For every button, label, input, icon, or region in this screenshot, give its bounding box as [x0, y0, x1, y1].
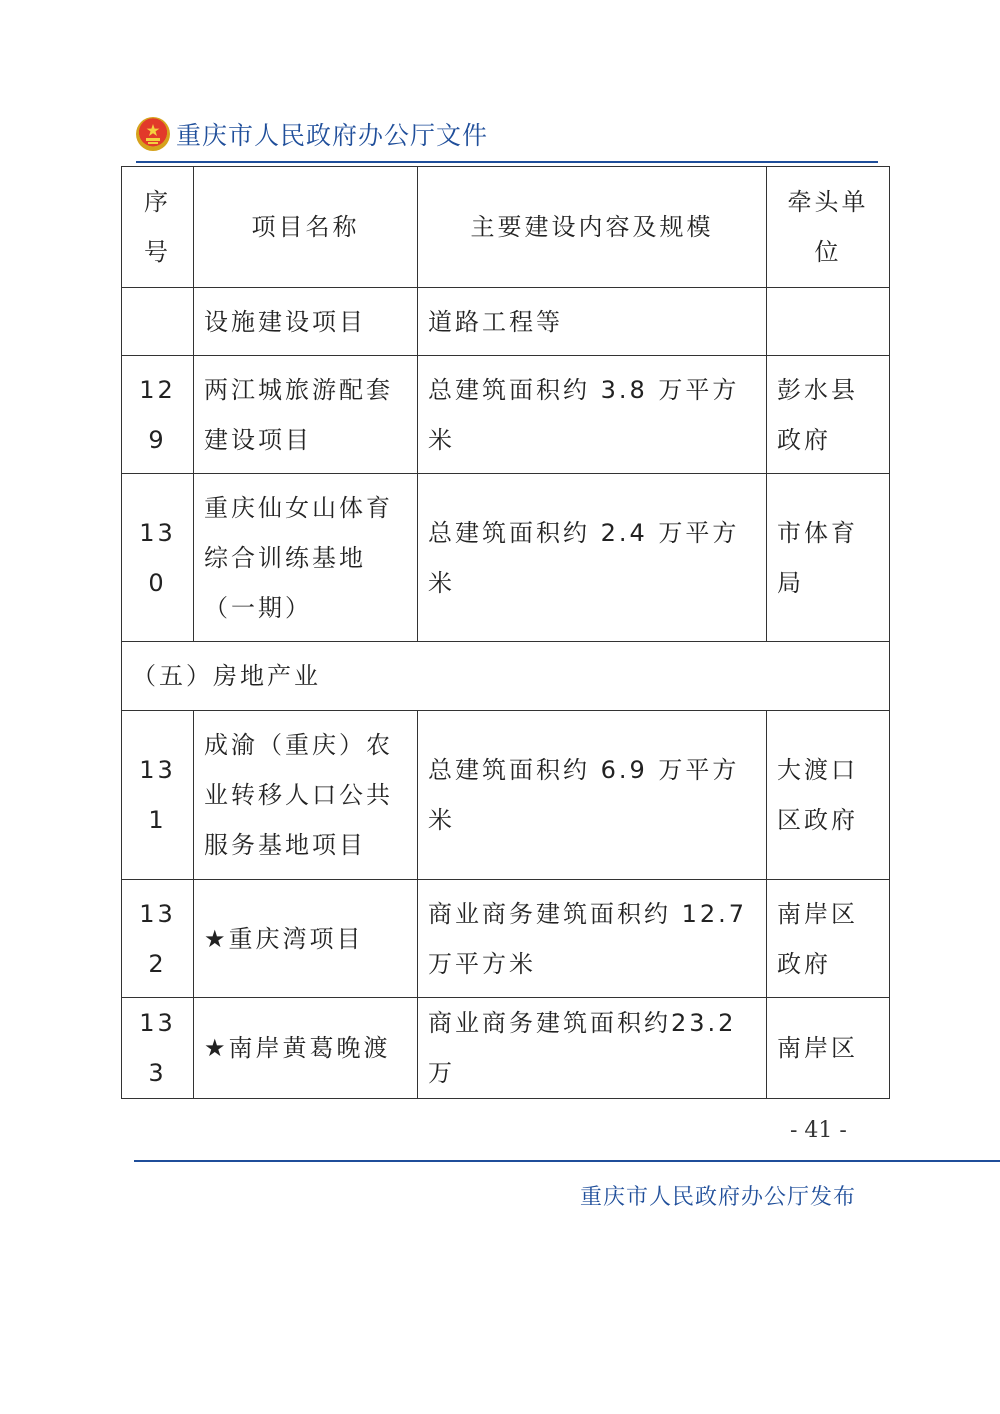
- row-unit: 大渡口区政府: [767, 711, 890, 880]
- row-number: 130: [122, 474, 194, 642]
- row-content: 总建筑面积约 6.9 万平方米: [418, 711, 767, 880]
- page-number: - 41 -: [790, 1118, 847, 1143]
- column-header-name: 项目名称: [194, 167, 418, 288]
- header-divider: [136, 161, 878, 163]
- row-project-name: 两江城旅游配套建设项目: [194, 356, 418, 474]
- table-row: [122, 711, 890, 880]
- row-unit: 市体育局: [767, 474, 890, 642]
- row-project-name: 重庆仙女山体育综合训练基地（一期）: [194, 474, 418, 642]
- row-unit: 南岸区政府: [767, 880, 890, 998]
- table-row: [122, 880, 890, 998]
- row-project-name: 成渝（重庆）农业转移人口公共服务基地项目: [194, 711, 418, 880]
- table-row: [122, 474, 890, 642]
- row-number: 129: [122, 356, 194, 474]
- footer-publisher: 重庆市人民政府办公厅发布: [580, 1185, 857, 1210]
- row-content: 商业商务建筑面积约23.2万: [418, 998, 767, 1099]
- national-emblem-icon: [136, 117, 170, 151]
- footer-divider: [134, 1160, 1000, 1162]
- table-header-row: [122, 167, 890, 288]
- row-number: [122, 288, 194, 356]
- row-number: 132: [122, 880, 194, 998]
- table-row: [122, 998, 890, 1099]
- row-project-name: ★南岸黄葛晚渡: [194, 998, 418, 1099]
- header-title: 重庆市人民政府办公厅文件: [176, 121, 489, 150]
- row-content: 总建筑面积约 3.8 万平方米: [418, 356, 767, 474]
- row-number: 131: [122, 711, 194, 880]
- column-header-number: 序号: [122, 167, 194, 288]
- row-number: 133: [122, 998, 194, 1099]
- row-content: 道路工程等: [418, 288, 767, 356]
- row-project-name: ★重庆湾项目: [194, 880, 418, 998]
- row-content: 商业商务建筑面积约 12.7 万平方米: [418, 880, 767, 998]
- row-unit: [767, 288, 890, 356]
- column-header-unit: 牵头单位: [767, 167, 890, 288]
- section-heading: （五）房地产业: [122, 642, 890, 711]
- row-unit: 彭水县政府: [767, 356, 890, 474]
- document-header: [136, 112, 488, 156]
- table-row: [122, 356, 890, 474]
- row-unit: 南岸区: [767, 998, 890, 1099]
- row-content: 总建筑面积约 2.4 万平方米: [418, 474, 767, 642]
- project-table: [121, 166, 890, 1099]
- column-header-content: 主要建设内容及规模: [418, 167, 767, 288]
- section-row: [122, 642, 890, 711]
- row-project-name: 设施建设项目: [194, 288, 418, 356]
- table-row: [122, 288, 890, 356]
